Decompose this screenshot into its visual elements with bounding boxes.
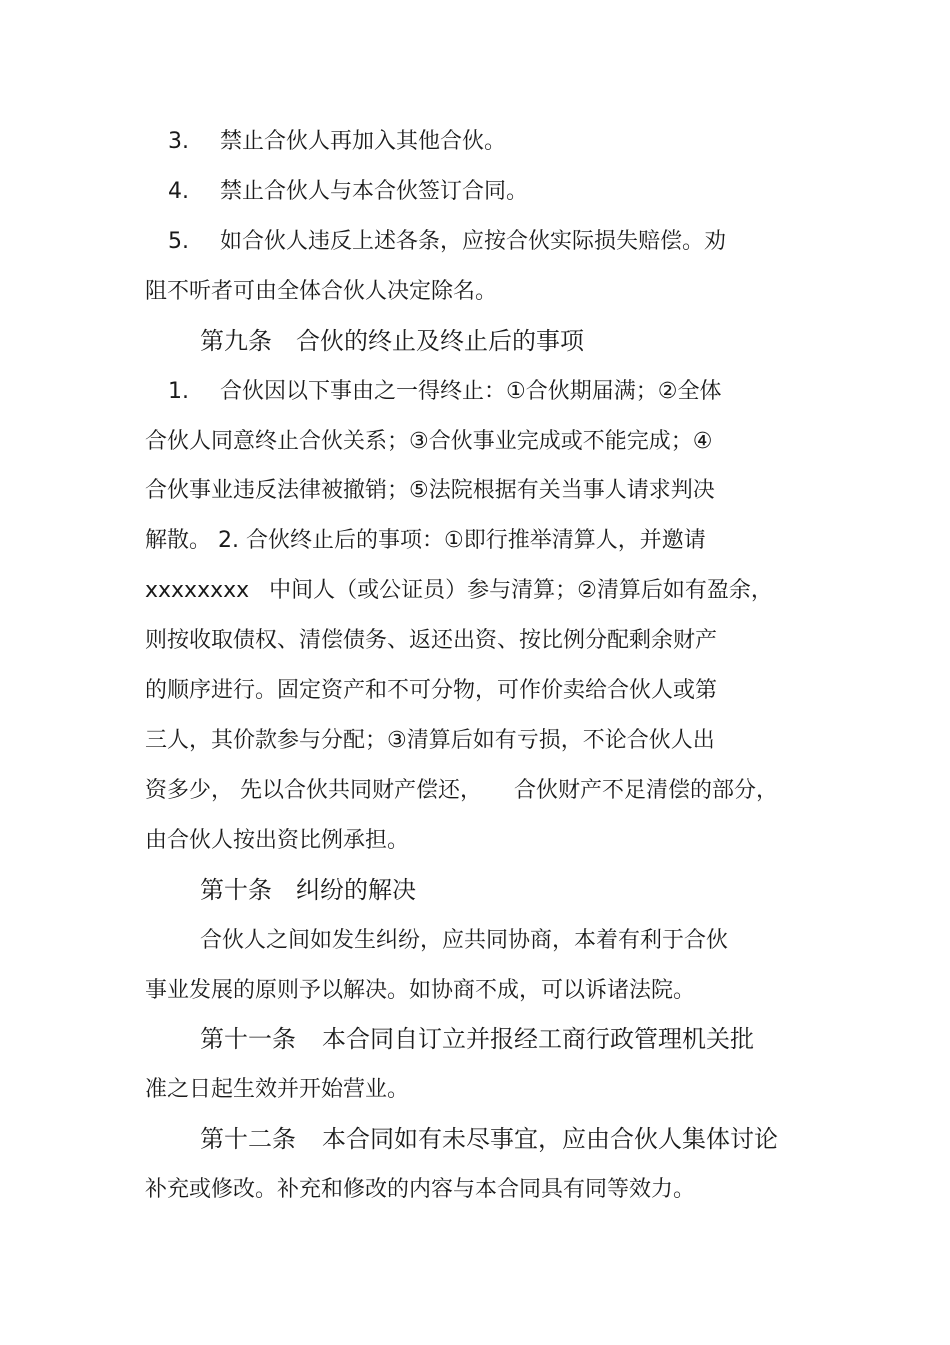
article-text: 本合同自订立并报经工商行政管理机关批 <box>322 1025 754 1053</box>
paragraph-line: 合伙人同意终止合伙关系；③合伙事业完成或不能完成；④ <box>145 429 713 454</box>
list-item <box>168 127 506 157</box>
item-number: 1. <box>168 379 189 404</box>
paragraph-line: 的顺序进行。固定资产和不可分物，可作价卖给合伙人或第 <box>145 678 718 703</box>
list-item <box>168 177 528 207</box>
paragraph-text: 合伙财产不足清偿的部分， <box>514 778 779 803</box>
paragraph-line: 三人，其价款参与分配；③清算后如有亏损，不论合伙人出 <box>145 728 715 753</box>
item-text: 禁止合伙人再加入其他合伙。 <box>220 129 507 154</box>
item-text: 合伙因以下事由之一得终止：①合伙期届满；②全体 <box>220 379 722 404</box>
paragraph-text: 中间人（或公证员）参与清算；②清算后如有盈余， <box>269 578 773 603</box>
article-text: 本合同如有未尽事宜，应由合伙人集体讨论 <box>322 1125 778 1153</box>
item-number: 3. <box>168 129 189 154</box>
item-number: 5. <box>168 229 189 254</box>
article-label: 第九条 <box>200 327 272 355</box>
paragraph-line: 则按收取债权、清偿债务、返还出资、按比例分配剩余财产 <box>145 628 718 653</box>
paragraph-line: 事业发展的原则予以解决。如协商不成，可以诉诸法院。 <box>145 978 696 1003</box>
paragraph-line: 合伙人之间如发生纠纷，应共同协商，本着有利于合伙 <box>200 928 729 953</box>
article-heading <box>200 1024 754 1054</box>
article-label: 第十条 <box>200 876 272 904</box>
paragraph-line <box>145 776 778 806</box>
paragraph-line: 阻不听者可由全体合伙人决定除名。 <box>145 279 498 304</box>
item-text: 禁止合伙人与本合伙签订合同。 <box>220 179 529 204</box>
item-number: 4. <box>168 179 189 204</box>
placeholder-text: xxxxxxxx <box>145 578 250 603</box>
article-label: 第十二条 <box>200 1125 296 1153</box>
paragraph-line <box>145 576 773 606</box>
paragraph-line: 补充或修改。补充和修改的内容与本合同具有同等效力。 <box>145 1177 696 1202</box>
article-heading <box>200 875 416 905</box>
article-heading <box>200 1124 778 1154</box>
paragraph-line: 合伙事业违反法律被撤销；⑤法院根据有关当事人请求判决 <box>145 478 715 503</box>
paragraph-line: 由合伙人按出资比例承担。 <box>145 828 410 853</box>
article-label: 第十一条 <box>200 1025 296 1053</box>
article-title: 纠纷的解决 <box>296 876 416 904</box>
article-title: 合伙的终止及终止后的事项 <box>296 327 584 355</box>
paragraph-line: 解散。 2. 合伙终止后的事项：①即行推举清算人，并邀请 <box>145 528 706 553</box>
article-heading <box>200 326 584 356</box>
list-item <box>168 227 726 257</box>
item-text: 如合伙人违反上述各条，应按合伙实际损失赔偿。劝 <box>220 229 727 254</box>
paragraph-line: 准之日起生效并开始营业。 <box>145 1077 410 1102</box>
list-item <box>168 377 721 407</box>
paragraph-text: 资多少， 先以合伙共同财产偿还， <box>145 778 482 803</box>
